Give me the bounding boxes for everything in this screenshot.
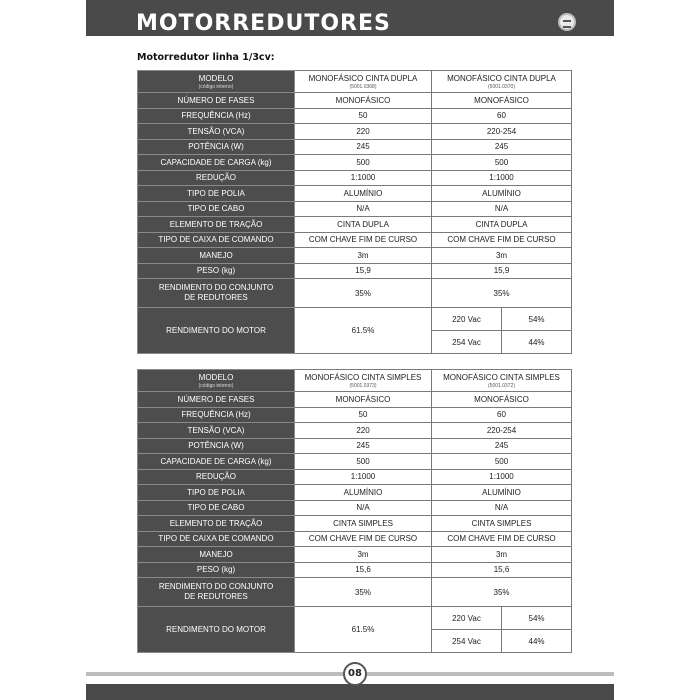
value-cell: 60 — [432, 108, 572, 124]
value-cell: COM CHAVE FIM DE CURSO — [295, 232, 432, 248]
label-capacidade: CAPACIDADE DE CARGA (kg) — [138, 454, 295, 470]
value-cell: 15,6 — [295, 562, 432, 578]
label-polia: TIPO DE POLIA — [138, 186, 295, 202]
value-cell: 50 — [295, 407, 432, 423]
table-row — [138, 547, 572, 563]
table-row — [138, 562, 572, 578]
table-row — [138, 423, 572, 439]
table-row — [138, 454, 572, 470]
model-cell — [432, 370, 572, 392]
table-row — [138, 201, 572, 217]
table-row — [138, 500, 572, 516]
value-cell: MONOFÁSICO — [295, 392, 432, 408]
value-cell: 500 — [295, 155, 432, 171]
value-cell: ALUMÍNIO — [295, 485, 432, 501]
value-cell: N/A — [295, 500, 432, 516]
voltage-cell: 220 Vac — [432, 607, 502, 630]
table-row — [138, 248, 572, 264]
table-row — [138, 186, 572, 202]
value-cell: COM CHAVE FIM DE CURSO — [432, 531, 572, 547]
value-cell: 500 — [295, 454, 432, 470]
value-cell: 60 — [432, 407, 572, 423]
voltage-cell: 220 Vac — [432, 308, 502, 331]
value-cell: 1:1000 — [295, 170, 432, 186]
label-cabo: TIPO DE CABO — [138, 500, 295, 516]
page-number: 08 — [343, 662, 367, 686]
table-row — [138, 392, 572, 408]
table-row — [138, 531, 572, 547]
value-cell: COM CHAVE FIM DE CURSO — [432, 232, 572, 248]
table-row — [138, 217, 572, 233]
label-rend-motor: RENDIMENTO DO MOTOR — [138, 308, 295, 354]
brand-logo-icon — [558, 13, 576, 31]
value-cell: 245 — [432, 438, 572, 454]
label-frequencia: FREQUÊNCIA (Hz) — [138, 407, 295, 423]
page-title: MOTORREDUTORES — [136, 11, 391, 36]
value-cell: 245 — [295, 139, 432, 155]
value-cell: 220-254 — [432, 423, 572, 439]
label-tensao: TENSÃO (VCA) — [138, 124, 295, 140]
label-polia: TIPO DE POLIA — [138, 485, 295, 501]
value-cell: 500 — [432, 454, 572, 470]
value-cell: 44% — [502, 331, 572, 354]
label-manejo: MANEJO — [138, 547, 295, 563]
value-cell: N/A — [432, 201, 572, 217]
model-code: (5001.0368) — [349, 83, 377, 90]
label-modelo — [138, 71, 295, 93]
value-cell: 44% — [502, 630, 572, 653]
table-row — [138, 155, 572, 171]
value-cell: 35% — [295, 578, 432, 607]
table-row — [138, 485, 572, 501]
label-peso: PESO (kg) — [138, 562, 295, 578]
spec-table-cinta-simples — [137, 369, 572, 653]
label-tensao: TENSÃO (VCA) — [138, 423, 295, 439]
model-cell — [295, 71, 432, 93]
model-cell — [295, 370, 432, 392]
value-cell: CINTA SIMPLES — [432, 516, 572, 532]
table-row — [138, 93, 572, 109]
table-row — [138, 370, 572, 392]
label-tracao: ELEMENTO DE TRAÇÃO — [138, 516, 295, 532]
label-fases: NÚMERO DE FASES — [138, 93, 295, 109]
value-cell: ALUMÍNIO — [432, 186, 572, 202]
label-rend-motor: RENDIMENTO DO MOTOR — [138, 607, 295, 653]
model-cell — [432, 71, 572, 93]
label-caixa: TIPO DE CAIXA DE COMANDO — [138, 531, 295, 547]
value-cell: 220 — [295, 124, 432, 140]
label-reducao: REDUÇÃO — [138, 170, 295, 186]
label-reducao: REDUÇÃO — [138, 469, 295, 485]
table-row — [138, 139, 572, 155]
value-cell: 54% — [502, 607, 572, 630]
value-cell: CINTA SIMPLES — [295, 516, 432, 532]
label-manejo: MANEJO — [138, 248, 295, 264]
label-text: MODELO — [198, 372, 234, 382]
table-row — [138, 578, 572, 607]
label-text: DE REDUTORES — [184, 592, 248, 601]
value-cell: 245 — [295, 438, 432, 454]
table-row — [138, 71, 572, 93]
value-cell: 35% — [432, 578, 572, 607]
table-row — [138, 170, 572, 186]
footer-bar — [86, 684, 614, 700]
value-cell: 35% — [432, 279, 572, 308]
value-cell: 3m — [432, 248, 572, 264]
model-name: MONOFÁSICO CINTA SIMPLES — [304, 372, 422, 382]
value-cell: MONOFÁSICO — [432, 93, 572, 109]
value-cell: 245 — [432, 139, 572, 155]
model-name: MONOFÁSICO CINTA SIMPLES — [443, 372, 560, 382]
value-cell: 54% — [502, 308, 572, 331]
value-cell: ALUMÍNIO — [295, 186, 432, 202]
label-fases: NÚMERO DE FASES — [138, 392, 295, 408]
value-cell: COM CHAVE FIM DE CURSO — [295, 531, 432, 547]
section-title: Motorredutor linha 1/3cv: — [137, 52, 275, 63]
value-cell: 15,6 — [432, 562, 572, 578]
value-cell: 220 — [295, 423, 432, 439]
value-cell: 220-254 — [432, 124, 572, 140]
value-cell: 3m — [432, 547, 572, 563]
header-bar — [86, 0, 614, 36]
label-rend-conjunto — [138, 578, 295, 607]
value-cell: 500 — [432, 155, 572, 171]
model-code: (5001.0373) — [349, 382, 377, 389]
label-text: MODELO — [198, 73, 234, 83]
label-text: RENDIMENTO DO CONJUNTO — [158, 582, 274, 591]
label-frequencia: FREQUÊNCIA (Hz) — [138, 108, 295, 124]
value-cell: ALUMÍNIO — [432, 485, 572, 501]
value-cell: CINTA DUPLA — [295, 217, 432, 233]
table-row — [138, 279, 572, 308]
table-row — [138, 407, 572, 423]
table-row — [138, 308, 572, 331]
label-capacidade: CAPACIDADE DE CARGA (kg) — [138, 155, 295, 171]
model-name: MONOFÁSICO CINTA DUPLA — [308, 73, 418, 83]
model-code: (5001.0372) — [488, 382, 515, 389]
value-cell: 35% — [295, 279, 432, 308]
label-text: RENDIMENTO DO CONJUNTO — [158, 283, 274, 292]
label-subtext: (código interno) — [198, 382, 234, 389]
table-row — [138, 108, 572, 124]
voltage-cell: 254 Vac — [432, 630, 502, 653]
value-cell: 50 — [295, 108, 432, 124]
label-potencia: POTÊNCIA (W) — [138, 438, 295, 454]
value-cell: 61.5% — [295, 308, 432, 354]
label-text: DE REDUTORES — [184, 293, 248, 302]
model-code: (5001.0370) — [488, 83, 515, 90]
table-row — [138, 438, 572, 454]
table-row — [138, 469, 572, 485]
value-cell: CINTA DUPLA — [432, 217, 572, 233]
value-cell: 3m — [295, 547, 432, 563]
value-cell: 1:1000 — [432, 469, 572, 485]
label-rend-conjunto — [138, 279, 295, 308]
value-cell: MONOFÁSICO — [432, 392, 572, 408]
value-cell: MONOFÁSICO — [295, 93, 432, 109]
value-cell: 3m — [295, 248, 432, 264]
label-peso: PESO (kg) — [138, 263, 295, 279]
table-row — [138, 263, 572, 279]
table-row — [138, 607, 572, 630]
model-name: MONOFÁSICO CINTA DUPLA — [447, 73, 556, 83]
table-row — [138, 124, 572, 140]
spec-table-cinta-dupla — [137, 70, 572, 354]
value-cell: 61.5% — [295, 607, 432, 653]
value-cell: 15,9 — [295, 263, 432, 279]
voltage-cell: 254 Vac — [432, 331, 502, 354]
label-subtext: (código interno) — [198, 83, 234, 90]
label-caixa: TIPO DE CAIXA DE COMANDO — [138, 232, 295, 248]
table-row — [138, 232, 572, 248]
value-cell: 1:1000 — [295, 469, 432, 485]
label-tracao: ELEMENTO DE TRAÇÃO — [138, 217, 295, 233]
label-modelo — [138, 370, 295, 392]
table-row — [138, 516, 572, 532]
value-cell: 15,9 — [432, 263, 572, 279]
label-potencia: POTÊNCIA (W) — [138, 139, 295, 155]
value-cell: N/A — [295, 201, 432, 217]
label-cabo: TIPO DE CABO — [138, 201, 295, 217]
value-cell: N/A — [432, 500, 572, 516]
value-cell: 1:1000 — [432, 170, 572, 186]
